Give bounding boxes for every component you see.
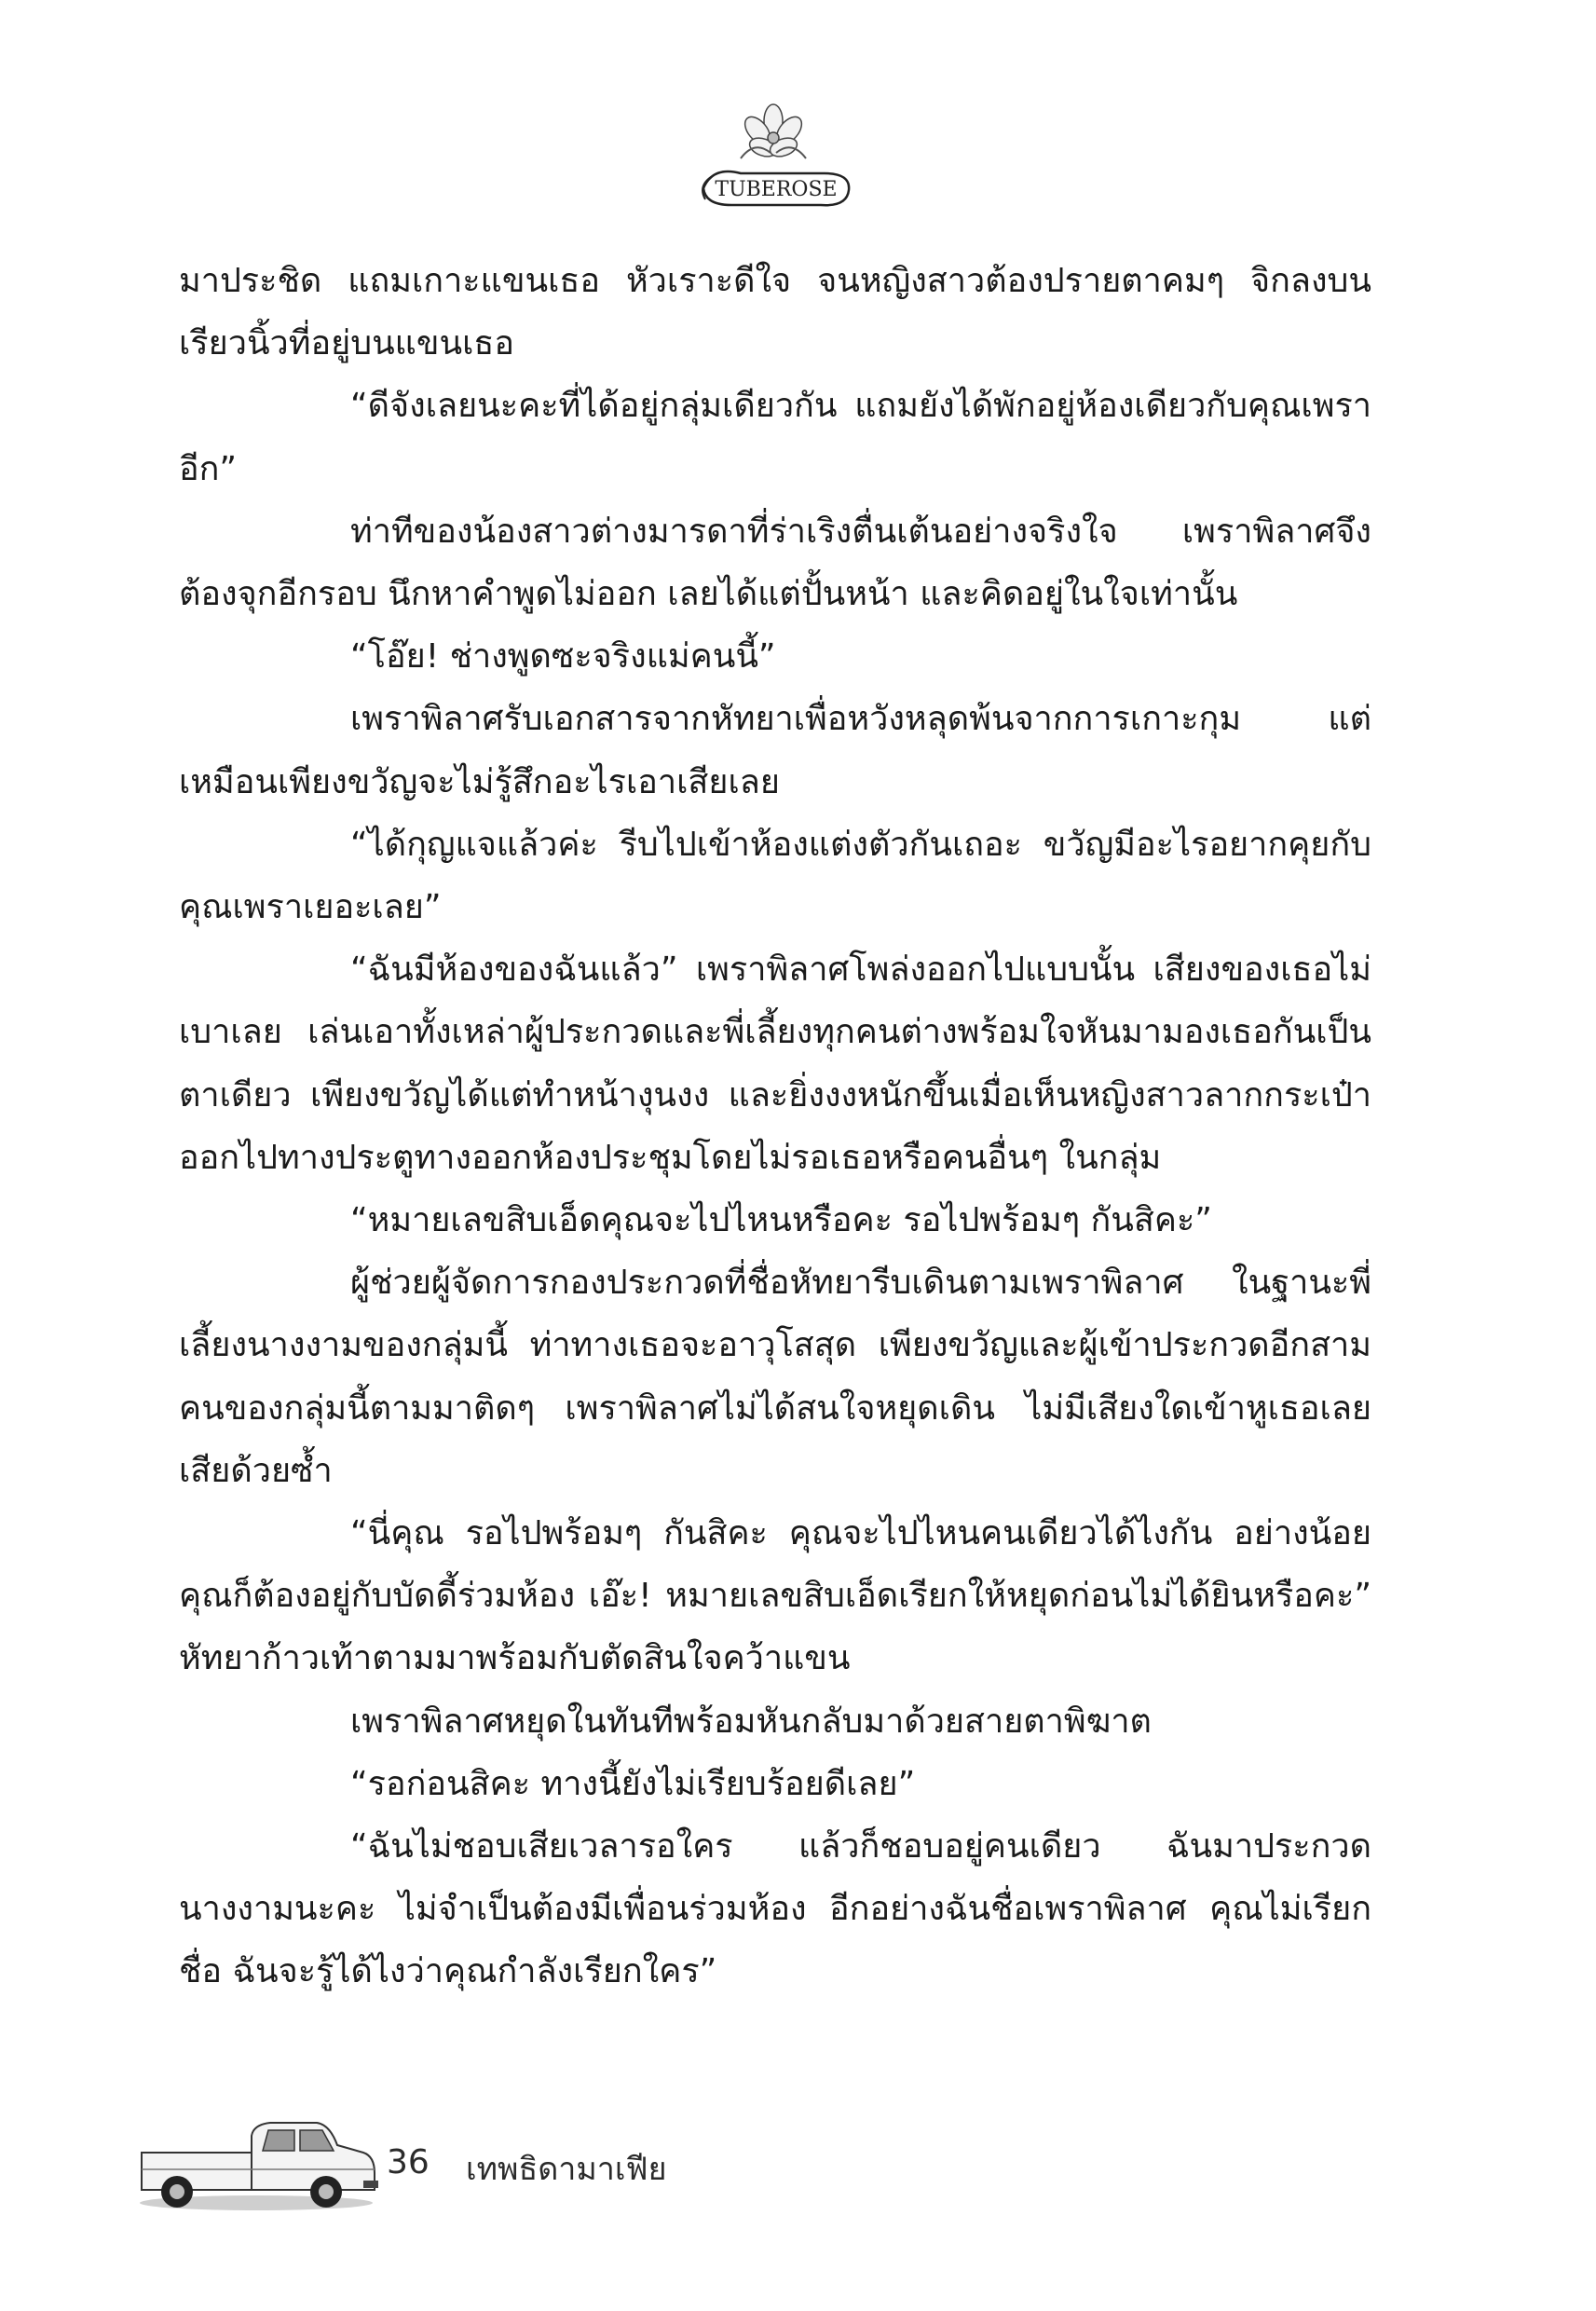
paragraph: “ดีจังเลยนะคะที่ได้อยู่กลุ่มเดียวกัน แถมยังได้พักอยู่ห้องเดียวกับคุณเพราอีก” — [179, 387, 1371, 488]
paragraph: เพราพิลาศรับเอกสารจากหัทยาเพื่อหวังหลุดพ้นจากการเกาะกุม แต่เหมือนเพียงขวัญจะไม่รู้สึกอะไรเอาเสียเลย — [179, 700, 1371, 801]
paragraph: “นี่คุณ รอไปพร้อมๆ กันสิคะ คุณจะไปไหนคนเดียวได้ไงกัน อย่างน้อยคุณก็ต้องอยู่กับบัดดี้ร่วมห้อง เอ๊ะ! หมายเลขสิบเอ็ดเรียกให้หยุดก่อนไม่ได้ยินหรือคะ” หัทยาก้าวเท้าตามมาพร้อมกับตัดสินใจคว้าแขน — [179, 1514, 1371, 1678]
paragraph: “รอก่อนสิคะ ทางนี้ยังไม่เรียบร้อยดีเลย” — [350, 1764, 916, 1803]
pickup-truck-icon — [130, 2108, 382, 2215]
page-number: 36 — [387, 2143, 430, 2181]
logo-text: TUBEROSE — [715, 178, 838, 201]
paragraph: “ได้กุญแจแล้วค่ะ รีบไปเข้าห้องแต่งตัวกันเถอะ ขวัญมีอะไรอยากคุยกับคุณเพราเยอะเลย” — [179, 825, 1371, 927]
paragraph: ท่าทีของน้องสาวต่างมารดาที่ร่าเริงตื่นเต้นอย่างจริงใจ เพราพิลาศจึงต้องจุกอีกรอบ นึกหาคำพูดไม่ออก เลยได้แต่ปั้นหน้า และคิดอยู่ในใจเท่านั้น — [179, 512, 1371, 614]
paragraph: “ฉันมีห้องของฉันแล้ว” เพราพิลาศโพล่งออกไปแบบนั้น เสียงของเธอไม่เบาเลย เล่นเอาทั้งเหล่าผู้ประกวดและพี่เลี้ยงทุกคนต่างพร้อมใจหันมามองเธอกันเป็นตาเดียว เพียงขวัญได้แต่ทำหน้างุนงง และยิ่งงงหนักขึ้นเมื่อเห็นหญิงสาวลากกระเป๋าออกไปทางประตูทางออกห้องประชุมโดยไม่รอเธอหรือคนอื่นๆ ในกลุ่ม — [179, 950, 1371, 1177]
tuberose-logo — [685, 93, 862, 214]
paragraph: “ฉันไม่ชอบเสียเวลารอใคร แล้วก็ชอบอยู่คนเดียว ฉันมาประกวดนางงามนะคะ ไม่จำเป็นต้องมีเพื่อนร่วมห้อง อีกอย่างฉันชื่อเพราพิลาศ คุณไม่เรียกชื่อ ฉันจะรู้ได้ไงว่าคุณกำลังเรียกใคร” — [179, 1827, 1371, 1991]
paragraph: ผู้ช่วยผู้จัดการกองประกวดที่ชื่อหัทยารีบเดินตามเพราพิลาศ ในฐานะพี่เลี้ยงนางงามของกลุ่มนี้ ท่าทางเธอจะอาวุโสสุด เพียงขวัญและผู้เข้าประกวดอีกสามคนของกลุ่มนี้ตามมาติดๆ เพราพิลาศไม่ได้สนใจหยุดเดิน ไม่มีเสียงใดเข้าหูเธอเลยเสียด้วยซ้ำ — [179, 1264, 1371, 1490]
body-text — [179, 250, 1371, 2003]
tuberose-flower-icon — [685, 93, 862, 214]
book-title: เทพธิดามาเฟีย — [466, 2151, 667, 2188]
paragraph: เพราพิลาศหยุดในทันทีพร้อมหันกลับมาด้วยสายตาพิฆาต — [350, 1702, 1152, 1741]
paragraph: มาประชิด แถมเกาะแขนเธอ หัวเราะดีใจ จนหญิงสาวต้องปรายตาคมๆ จิกลงบนเรียวนิ้วที่อยู่บนแขนเธอ — [179, 262, 1371, 363]
paragraph: “หมายเลขสิบเอ็ดคุณจะไปไหนหรือคะ รอไปพร้อมๆ กันสิคะ” — [350, 1201, 1212, 1240]
page-footer — [130, 2108, 783, 2220]
paragraph: “โอ๊ย! ช่างพูดซะจริงแม่คนนี้” — [350, 637, 776, 677]
